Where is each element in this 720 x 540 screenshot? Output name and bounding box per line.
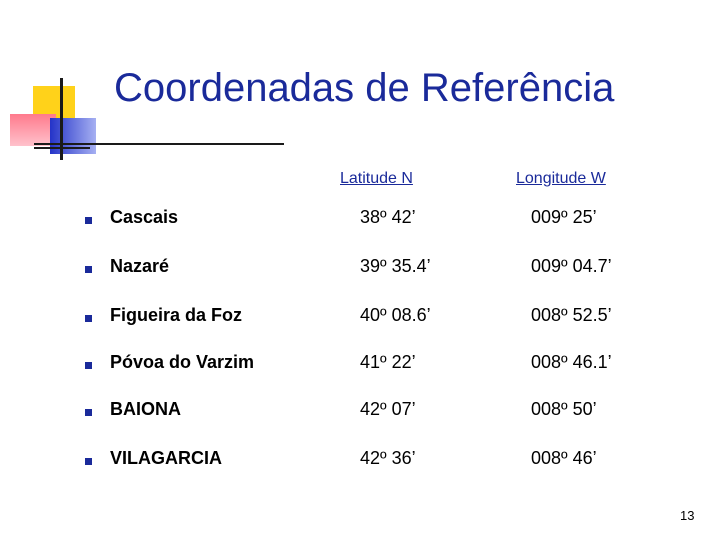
bullet-icon — [85, 362, 92, 369]
longitude-header: Longitude W — [516, 170, 606, 187]
bullet-icon — [85, 458, 92, 465]
list-item — [0, 305, 720, 335]
place-name: Póvoa do Varzim — [110, 352, 255, 372]
place-name: BAIONA — [110, 399, 181, 419]
list-item — [0, 399, 720, 429]
list-item — [0, 207, 720, 237]
bullet-icon — [85, 315, 92, 322]
list-item — [0, 352, 720, 382]
longitude-value: 008º 52.5’ — [531, 305, 612, 325]
latitude-value: 41º 22’ — [360, 352, 416, 372]
page-number: 13 — [680, 508, 695, 523]
longitude-value: 009º 25’ — [531, 207, 597, 227]
list-item — [0, 448, 720, 478]
place-name: Figueira da Foz — [110, 305, 243, 325]
latitude-value: 42º 36’ — [360, 448, 416, 468]
title-underline — [34, 143, 284, 145]
latitude-value: 38º 42’ — [360, 207, 416, 227]
latitude-value: 40º 08.6’ — [360, 305, 431, 325]
place-name: VILAGARCIA — [110, 448, 222, 468]
bullet-icon — [85, 266, 92, 273]
longitude-value: 008º 46’ — [531, 448, 597, 468]
latitude-header: Latitude N — [340, 170, 413, 187]
latitude-value: 42º 07’ — [360, 399, 416, 419]
place-name: Cascais — [110, 207, 179, 227]
longitude-value: 008º 46.1’ — [531, 352, 612, 372]
title-underline-accent — [34, 147, 90, 149]
place-name: Nazaré — [110, 256, 170, 276]
bullet-icon — [85, 409, 92, 416]
list-item — [0, 256, 720, 286]
bullet-icon — [85, 217, 92, 224]
longitude-value: 009º 04.7’ — [531, 256, 612, 276]
slide-title: Coordenadas de Referência — [114, 66, 615, 110]
latitude-value: 39º 35.4’ — [360, 256, 431, 276]
longitude-value: 008º 50’ — [531, 399, 597, 419]
